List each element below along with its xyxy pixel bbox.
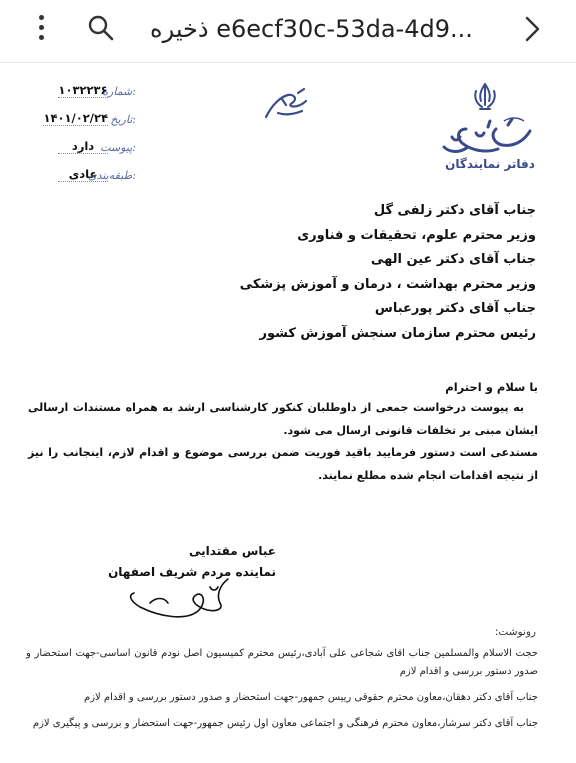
cc-item: جناب آقای دکتر دهقان،معاون محترم حقوقی رییس جمهور-جهت استحضار و صدور دستور بررسی و اقدام لازم: [84, 692, 538, 703]
meta-number: ۱۰۳۲۲۳۶ شماره:: [58, 83, 136, 98]
search-icon[interactable]: [86, 13, 116, 43]
recipient-line: رئیس محترم سازمان سنجش آموزش کشور: [259, 325, 536, 341]
meta-attachment: دارد پیوست:: [46, 139, 136, 167]
recipient-line: جناب آقای دکتر پورعباس: [374, 301, 536, 316]
meta-date: ۱۴۰۱/۰۲/۲۴ تاریخ:: [43, 111, 136, 126]
chevron-right-icon[interactable]: [517, 14, 547, 44]
recipient-block: [76, 199, 536, 346]
greeting: با سلام و احترام: [445, 380, 538, 394]
cc-header: رونوشت:: [494, 626, 536, 638]
document-page: [0, 63, 576, 763]
calligraphy-logo-icon: [258, 85, 318, 125]
signature-icon: [120, 573, 240, 623]
app-bar: [0, 0, 576, 63]
recipient-line: وزیر محترم بهداشت ، درمان و آموزش پزشکی: [239, 276, 536, 292]
body-paragraph: به پیوست درخواست جمعی از داوطلبان کنکور کارشناسی ارشد به همراه مستندات ارسالی ایشان مبنی بر تخلفات قانونی ارسال می شود.: [28, 401, 538, 437]
recipient-line: جناب آقای دکتر زلفی گل: [373, 203, 536, 218]
cc-list: [26, 645, 538, 741]
page-title: ذخیره e6ecf30c-53da-4d9...: [150, 15, 473, 43]
sender-name: عباس مقتدایی: [189, 544, 276, 558]
body-paragraph: مستدعی است دستور فرمایید باقید فوریت ضمن بررسی موضوع و اقدام لازم، اینجانب را نیز از نتیجه اقدامات انجام شده مطلع نمایند.: [28, 446, 538, 482]
recipient-line: وزیر محترم علوم، تحقیقات و فناوری: [297, 227, 536, 243]
cc-item: جناب آقای دکتر سرشار،معاون محترم فرهنگی و اجتماعی معاون اول رئیس جمهور-جهت استحضار و بررسی و پیگیری لازم: [32, 718, 538, 729]
letter-body: [28, 397, 538, 487]
meta-classification: عادی طبقه‌بندی:: [46, 167, 136, 195]
sender-title: نماینده مردم شریف اصفهان: [108, 565, 276, 579]
office-name: دفاتر نمایندگان: [445, 157, 535, 171]
letter-metadata: [43, 83, 136, 195]
cc-item: حجت الاسلام والمسلمین جناب اقای شجاعی علی آبادی،رئیس محترم کمیسیون اصل نودم قانون اساسی-جهت استحضار و صدور دستور بررسی و اقدام لازم: [26, 648, 538, 677]
more-options-icon[interactable]: [30, 13, 54, 43]
recipient-line: جناب آقای دکتر عین الهی: [370, 252, 536, 267]
